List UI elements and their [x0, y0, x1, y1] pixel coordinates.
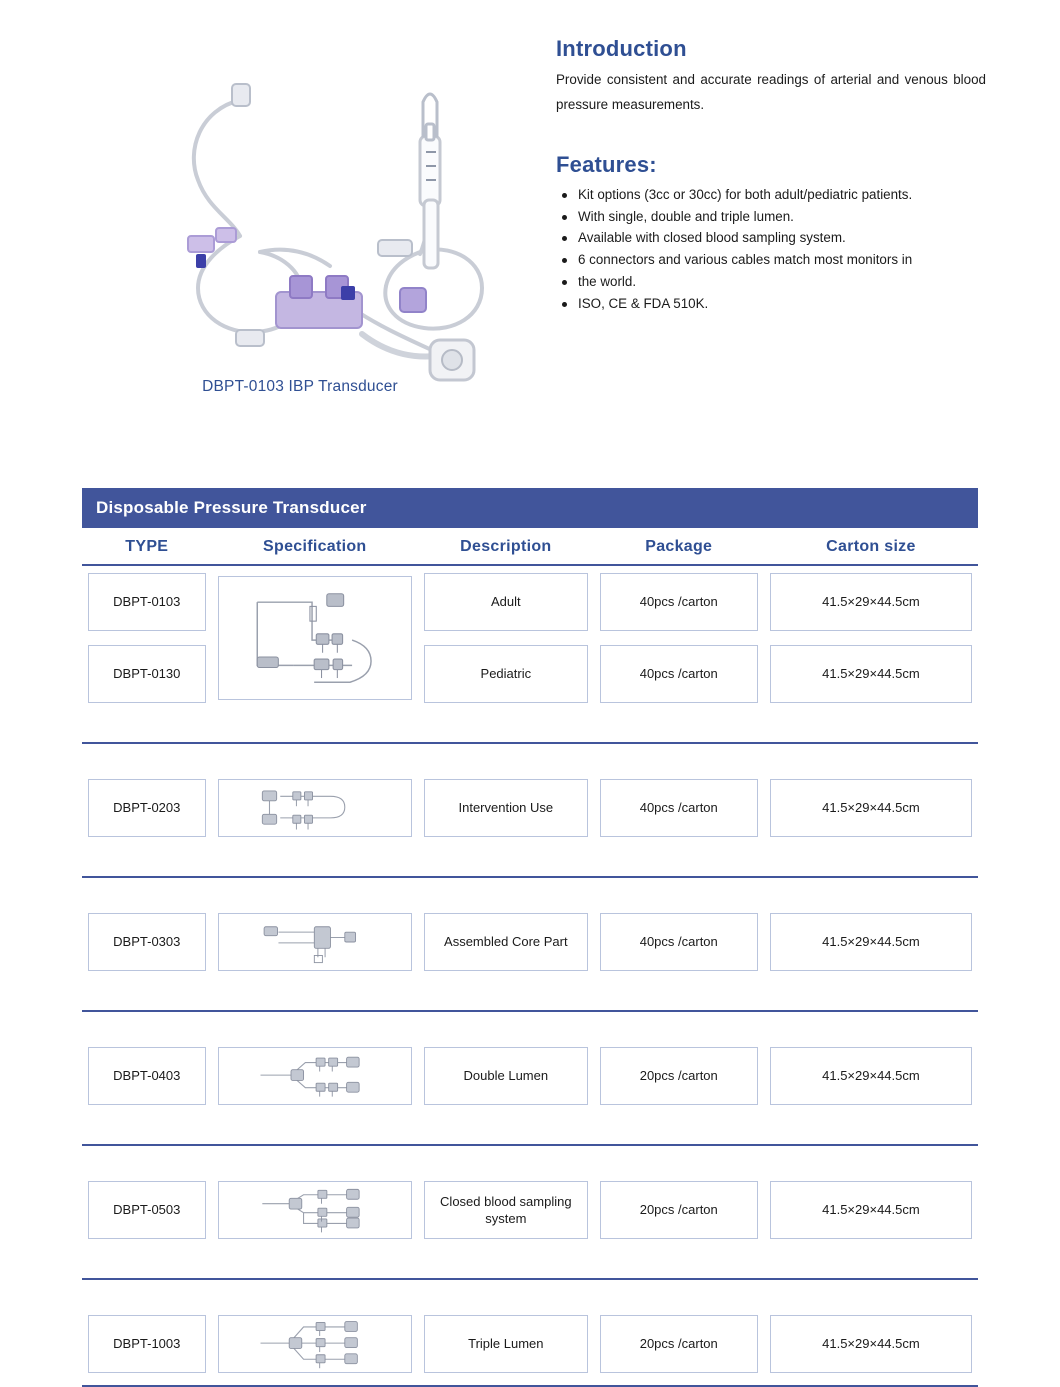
- cell-description: [418, 1174, 594, 1246]
- carton-value: 41.5×29×44.5cm: [770, 1047, 972, 1105]
- cell-carton: [764, 638, 978, 710]
- features-heading: Features:: [556, 152, 657, 177]
- description-value: Adult: [424, 573, 588, 631]
- specification-thumbnail-0303: [218, 913, 412, 971]
- carton-value: 41.5×29×44.5cm: [770, 1315, 972, 1373]
- cell-package: [594, 638, 764, 710]
- package-value: 20pcs /carton: [600, 1181, 758, 1239]
- cell-specification: [212, 566, 418, 710]
- introduction-text: Provide consistent and accurate readings of arterial and venous blood pressure measurements.: [556, 72, 986, 112]
- cell-type: [82, 638, 212, 710]
- row-separator: [82, 1112, 978, 1174]
- cell-description: [418, 906, 594, 978]
- type-value: DBPT-0403: [88, 1047, 206, 1105]
- package-value: 20pcs /carton: [600, 1047, 758, 1105]
- specification-thumbnail-0403: [218, 1047, 412, 1105]
- table-row: [82, 566, 978, 638]
- specification-thumbnail-0103: [218, 576, 412, 700]
- cell-specification: [212, 1308, 418, 1380]
- table-title: Disposable Pressure Transducer: [82, 488, 978, 528]
- type-value: DBPT-0303: [88, 913, 206, 971]
- type-value: DBPT-1003: [88, 1315, 206, 1373]
- cell-carton: [764, 906, 978, 978]
- description-value: Double Lumen: [424, 1047, 588, 1105]
- cell-carton: [764, 1308, 978, 1380]
- list-item: the world.: [556, 271, 996, 293]
- cell-package: [594, 772, 764, 844]
- cell-specification: [212, 1174, 418, 1246]
- product-caption: DBPT-0103 IBP Transducer: [202, 378, 398, 395]
- specification-table-section: [82, 488, 978, 1387]
- table-header-row: [82, 528, 978, 566]
- cell-specification: [212, 906, 418, 978]
- row-separator: [82, 1246, 978, 1308]
- type-value: DBPT-0503: [88, 1181, 206, 1239]
- row-separator: [82, 844, 978, 906]
- carton-value: 41.5×29×44.5cm: [770, 645, 972, 703]
- column-header-package: Package: [594, 528, 764, 566]
- cell-type: [82, 906, 212, 978]
- description-value: Assembled Core Part: [424, 913, 588, 971]
- list-item: Kit options (3cc or 30cc) for both adult/pediatric patients.: [556, 184, 996, 206]
- description-value: Pediatric: [424, 645, 588, 703]
- cell-type: [82, 1308, 212, 1380]
- cell-package: [594, 1174, 764, 1246]
- cell-description: [418, 566, 594, 638]
- column-header-type: TYPE: [82, 528, 212, 566]
- type-value: DBPT-0203: [88, 779, 206, 837]
- cell-carton: [764, 1174, 978, 1246]
- row-separator: [82, 710, 978, 772]
- cell-description: [418, 1308, 594, 1380]
- package-value: 40pcs /carton: [600, 573, 758, 631]
- column-header-carton-size: Carton size: [764, 528, 978, 566]
- carton-value: 41.5×29×44.5cm: [770, 913, 972, 971]
- package-value: 40pcs /carton: [600, 645, 758, 703]
- carton-value: 41.5×29×44.5cm: [770, 779, 972, 837]
- features-block: [556, 152, 996, 314]
- cell-specification: [212, 772, 418, 844]
- column-header-description: Description: [418, 528, 594, 566]
- column-header-specification: Specification: [212, 528, 418, 566]
- table-row: [82, 1308, 978, 1380]
- list-item: ISO, CE & FDA 510K.: [556, 293, 996, 315]
- carton-value: 41.5×29×44.5cm: [770, 1181, 972, 1239]
- specification-thumbnail-0203: [218, 779, 412, 837]
- cell-package: [594, 1308, 764, 1380]
- specification-thumbnail-0503: [218, 1181, 412, 1239]
- package-value: 40pcs /carton: [600, 913, 758, 971]
- package-value: 20pcs /carton: [600, 1315, 758, 1373]
- cell-carton: [764, 1040, 978, 1112]
- cell-carton: [764, 566, 978, 638]
- carton-value: 41.5×29×44.5cm: [770, 573, 972, 631]
- cell-description: [418, 772, 594, 844]
- cell-carton: [764, 772, 978, 844]
- cell-type: [82, 1040, 212, 1112]
- table-row: [82, 1174, 978, 1246]
- row-separator: [82, 978, 978, 1040]
- cell-type: [82, 772, 212, 844]
- cell-package: [594, 906, 764, 978]
- description-value: Closed blood sampling system: [424, 1181, 588, 1239]
- cell-specification: [212, 1040, 418, 1112]
- cell-package: [594, 1040, 764, 1112]
- hero-section: [0, 0, 1060, 440]
- description-value: Triple Lumen: [424, 1315, 588, 1373]
- specification-table: [82, 528, 978, 1380]
- type-value: DBPT-0130: [88, 645, 206, 703]
- description-value: Intervention Use: [424, 779, 588, 837]
- product-image: [90, 40, 510, 370]
- cell-description: [418, 1040, 594, 1112]
- type-value: DBPT-0103: [88, 573, 206, 631]
- cell-package: [594, 566, 764, 638]
- table-row: [82, 1040, 978, 1112]
- package-value: 40pcs /carton: [600, 779, 758, 837]
- introduction-heading: Introduction: [556, 36, 687, 61]
- cell-type: [82, 1174, 212, 1246]
- introduction-block: [556, 36, 986, 118]
- list-item: 6 connectors and various cables match most monitors in: [556, 249, 996, 271]
- cell-description: [418, 638, 594, 710]
- features-list: [556, 184, 996, 314]
- table-row: [82, 906, 978, 978]
- specification-thumbnail-1003: [218, 1315, 412, 1373]
- list-item: Available with closed blood sampling system.: [556, 227, 996, 249]
- list-item: With single, double and triple lumen.: [556, 206, 996, 228]
- table-row: [82, 772, 978, 844]
- cell-type: [82, 566, 212, 638]
